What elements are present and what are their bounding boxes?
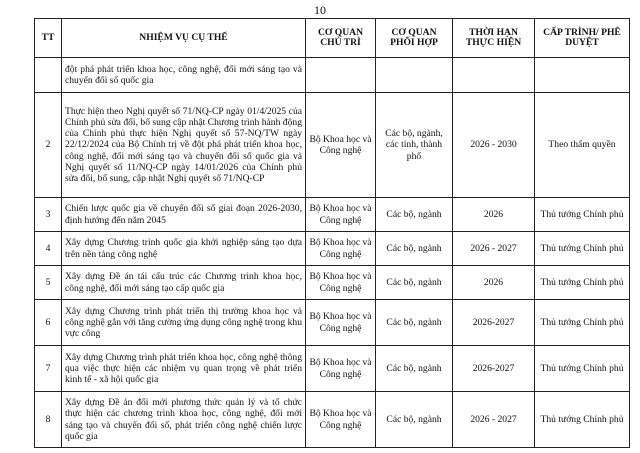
cell-approval-level: Theo thẩm quyền <box>535 93 630 198</box>
cell-deadline: 2026 - 2027 <box>453 392 535 448</box>
table-row <box>35 346 630 392</box>
cell-coordinating-agency: Các bộ, ngành <box>376 266 453 300</box>
cell-lead-agency: Bộ Khoa học và Công nghệ <box>306 266 376 300</box>
cell-tt: 8 <box>35 392 62 448</box>
cell-approval-level: Thủ tướng Chính phủ <box>535 346 630 392</box>
cell-tt: 2 <box>35 93 62 198</box>
cell-tt: 6 <box>35 300 62 346</box>
cell-deadline: 2026 <box>453 198 535 232</box>
cell-task: đột phá phát triển khoa học, công nghệ, đổi mới sáng tạo và chuyển đổi số quốc gia <box>62 58 306 93</box>
cell-tt: 3 <box>35 198 62 232</box>
cell-task: Xây dựng Chương trình quốc gia khởi nghiệp sáng tạo dựa trên nền tảng công nghệ <box>62 232 306 266</box>
cell-approval-level: Thủ tướng Chính phủ <box>535 266 630 300</box>
cell-coordinating-agency: Các bộ, ngành <box>376 198 453 232</box>
table-row <box>35 392 630 448</box>
header-lead-agency: CƠ QUAN CHỦ TRÌ <box>306 19 376 58</box>
cell-task: Thực hiện theo Nghị quyết số 71/NQ-CP ngày 01/4/2025 của Chính phủ sửa đổi, bổ sung cập nhật Chương trình hành động của Chính phủ thực hiện Nghị quyết số 57-NQ/TW ngày 22/12/2024 của Bộ Chính trị về đột phá phát triển khoa học, công nghệ, đổi mới sáng tạo và chuyển đổi số quốc gia và Nghị quyết số 11/NQ-CP ngày 14/01/2026 của Chính phủ sửa đổi, bổ sung, cập nhật Nghị quyết số 71/NQ-CP <box>62 93 306 198</box>
cell-deadline <box>453 58 535 93</box>
cell-coordinating-agency: Các bộ, ngành <box>376 300 453 346</box>
cell-approval-level <box>535 58 630 93</box>
header-deadline: THỜI HẠN THỰC HIỆN <box>453 19 535 58</box>
cell-approval-level: Thủ tướng Chính phủ <box>535 300 630 346</box>
header-coordinating-agency: CƠ QUAN PHỐI HỢP <box>376 19 453 58</box>
cell-tt: 4 <box>35 232 62 266</box>
cell-tt: 5 <box>35 266 62 300</box>
table-row <box>35 58 630 93</box>
cell-task: Chiến lược quốc gia về chuyển đổi số giai đoạn 2026-2030, định hướng đến năm 2045 <box>62 198 306 232</box>
cell-lead-agency: Bộ Khoa học và Công nghệ <box>306 232 376 266</box>
cell-coordinating-agency: Các bộ, ngành <box>376 232 453 266</box>
cell-approval-level: Thủ tướng Chính phủ <box>535 232 630 266</box>
cell-lead-agency <box>306 58 376 93</box>
cell-task: Xây dựng Đề án đổi mới phương thức quản lý và tổ chức thực hiện các chương trình khoa học, công nghệ, đổi mới sáng tạo và chuyển đổi số, phát triển công nghệ chiến lược quốc gia <box>62 392 306 448</box>
cell-deadline: 2026 - 2027 <box>453 232 535 266</box>
cell-lead-agency: Bộ Khoa học và Công nghệ <box>306 392 376 448</box>
header-approval-level: CẤP TRÌNH/ PHÊ DUYỆT <box>535 19 630 58</box>
cell-lead-agency: Bộ Khoa học và Công nghệ <box>306 300 376 346</box>
cell-coordinating-agency <box>376 58 453 93</box>
cell-approval-level: Thủ tướng Chính phủ <box>535 392 630 448</box>
cell-deadline: 2026 <box>453 266 535 300</box>
cell-deadline: 2026-2027 <box>453 300 535 346</box>
cell-lead-agency: Bộ Khoa học và Công nghệ <box>306 93 376 198</box>
cell-task: Xây dựng Đề án tái cấu trúc các Chương trình khoa học, công nghệ, đổi mới sáng tạo cấp quốc gia <box>62 266 306 300</box>
cell-task: Xây dựng Chương trình phát triển khoa học, công nghệ thông qua việc thực hiện các nhiệm vụ quan trọng về phát triển kinh tế - xã hội quốc gia <box>62 346 306 392</box>
table-row <box>35 300 630 346</box>
page-number: 10 <box>314 3 326 17</box>
cell-coordinating-agency: Các bộ, ngành <box>376 346 453 392</box>
cell-lead-agency: Bộ Khoa học và Công nghệ <box>306 198 376 232</box>
cell-task: Xây dựng Chương trình phát triển thị trường khoa học và công nghệ gắn với tăng cường ứng dụng công nghệ trong khu vực công <box>62 300 306 346</box>
table-row <box>35 93 630 198</box>
cell-deadline: 2026-2027 <box>453 346 535 392</box>
cell-approval-level: Thủ tướng Chính phủ <box>535 198 630 232</box>
header-task: NHIỆM VỤ CỤ THỂ <box>62 19 306 58</box>
table-row <box>35 232 630 266</box>
table-header-row <box>35 19 630 58</box>
cell-lead-agency: Bộ Khoa học và Công nghệ <box>306 346 376 392</box>
cell-coordinating-agency: Các bộ, ngành <box>376 392 453 448</box>
tasks-table <box>34 18 630 448</box>
table-row <box>35 266 630 300</box>
cell-tt: 7 <box>35 346 62 392</box>
cell-tt <box>35 58 62 93</box>
table-row <box>35 198 630 232</box>
cell-coordinating-agency: Các bộ, ngành, các tỉnh, thành phố <box>376 93 453 198</box>
cell-deadline: 2026 - 2030 <box>453 93 535 198</box>
header-tt: TT <box>35 19 62 58</box>
